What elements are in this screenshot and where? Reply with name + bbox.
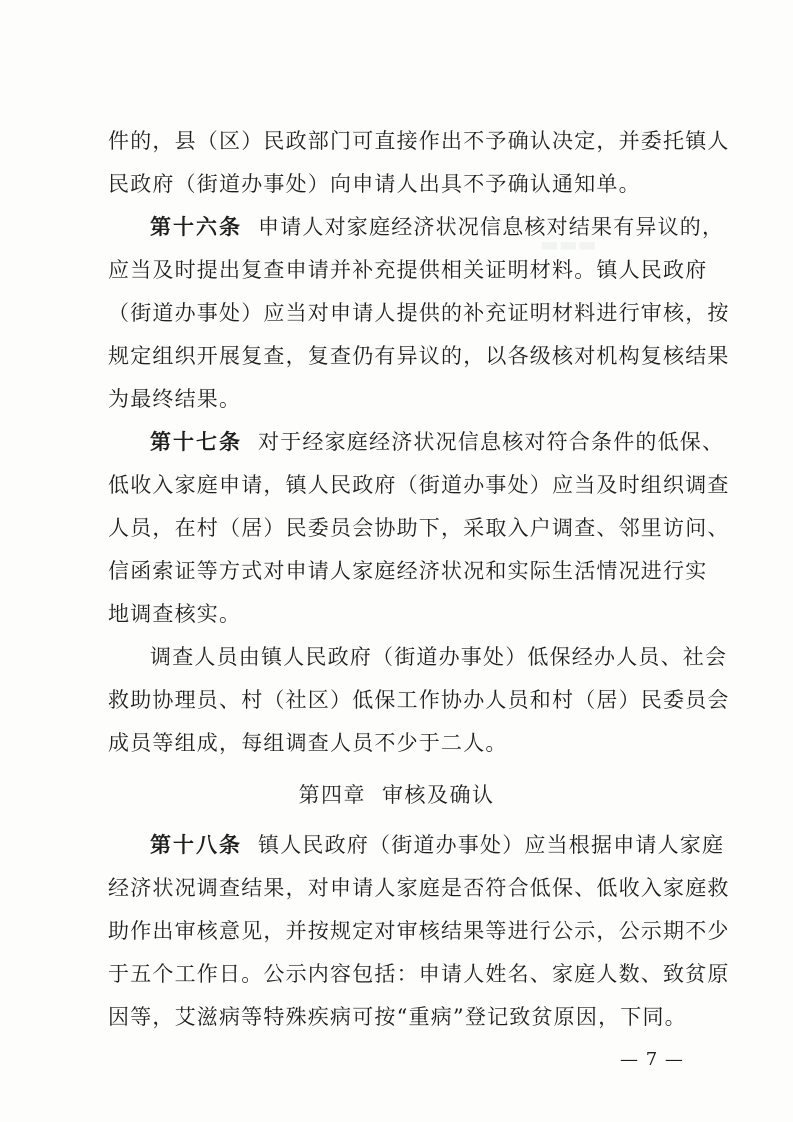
- text-line: 救助协理员、村（社区）低保工作协办人员和村（居）民委员会: [108, 688, 730, 712]
- text-line: （街道办事处）应当对申请人提供的补充证明材料进行审核，按: [108, 301, 730, 325]
- text-line: 成员等组成，每组调查人员不少于二人。: [108, 731, 508, 755]
- article-18-first-line: [150, 832, 725, 858]
- chapter-number: 第四章: [298, 783, 366, 807]
- text-line: 规定组织开展复查，复查仍有异议的，以各级核对机构复核结果: [108, 344, 730, 368]
- page-number: — 7 —: [620, 1049, 684, 1070]
- text-line: 应当及时提出复查申请并补充提供相关证明材料。镇人民政府: [108, 258, 708, 282]
- text-line: 为最终结果。: [108, 387, 242, 411]
- text-line: 于五个工作日。公示内容包括：申请人姓名、家庭人数、致贫原: [108, 962, 730, 986]
- text-line: 民政府（街道办事处）向申请人出具不予确认通知单。: [108, 172, 641, 196]
- text-line: 助作出审核意见，并按规定对审核结果等进行公示，公示期不少: [108, 919, 730, 943]
- text-line: 地调查核实。: [108, 602, 242, 626]
- bleed-through-text: ▬▬▬: [540, 232, 597, 256]
- text-span: 对于经家庭经济状况信息核对符合条件的低保、: [258, 430, 725, 454]
- text-line: 低收入家庭申请，镇人民政府（街道办事处）应当及时组织调查: [108, 473, 730, 497]
- chapter-heading: [0, 782, 793, 808]
- article-17-title: 第十七条: [150, 430, 242, 454]
- text-line: 调查人员由镇人民政府（街道办事处）低保经办人员、社会: [150, 645, 728, 669]
- text-line: 件的，县（区）民政部门可直接作出不予确认决定，并委托镇人: [108, 129, 730, 153]
- text-span: 申请人对家庭经济状况信息核对结果有异议的，: [258, 215, 725, 239]
- text-line: 经济状况调查结果，对申请人家庭是否符合低保、低收入家庭救: [108, 876, 730, 900]
- text-line: 因等，艾滋病等特殊疾病可按“重病”登记致贫原因，下同。: [108, 1005, 687, 1029]
- text-line: 信函索证等方式对申请人家庭经济状况和实际生活情况进行实: [108, 559, 708, 583]
- article-16-first-line: [150, 214, 725, 240]
- article-18-title: 第十八条: [150, 833, 242, 857]
- text-line: 人员，在村（居）民委员会协助下，采取入户调查、邻里访问、: [108, 516, 730, 540]
- article-16-title: 第十六条: [150, 215, 242, 239]
- article-17-first-line: [150, 429, 725, 455]
- text-span: 镇人民政府（街道办事处）应当根据申请人家庭: [258, 833, 725, 857]
- chapter-title: 审核及确认: [382, 783, 495, 807]
